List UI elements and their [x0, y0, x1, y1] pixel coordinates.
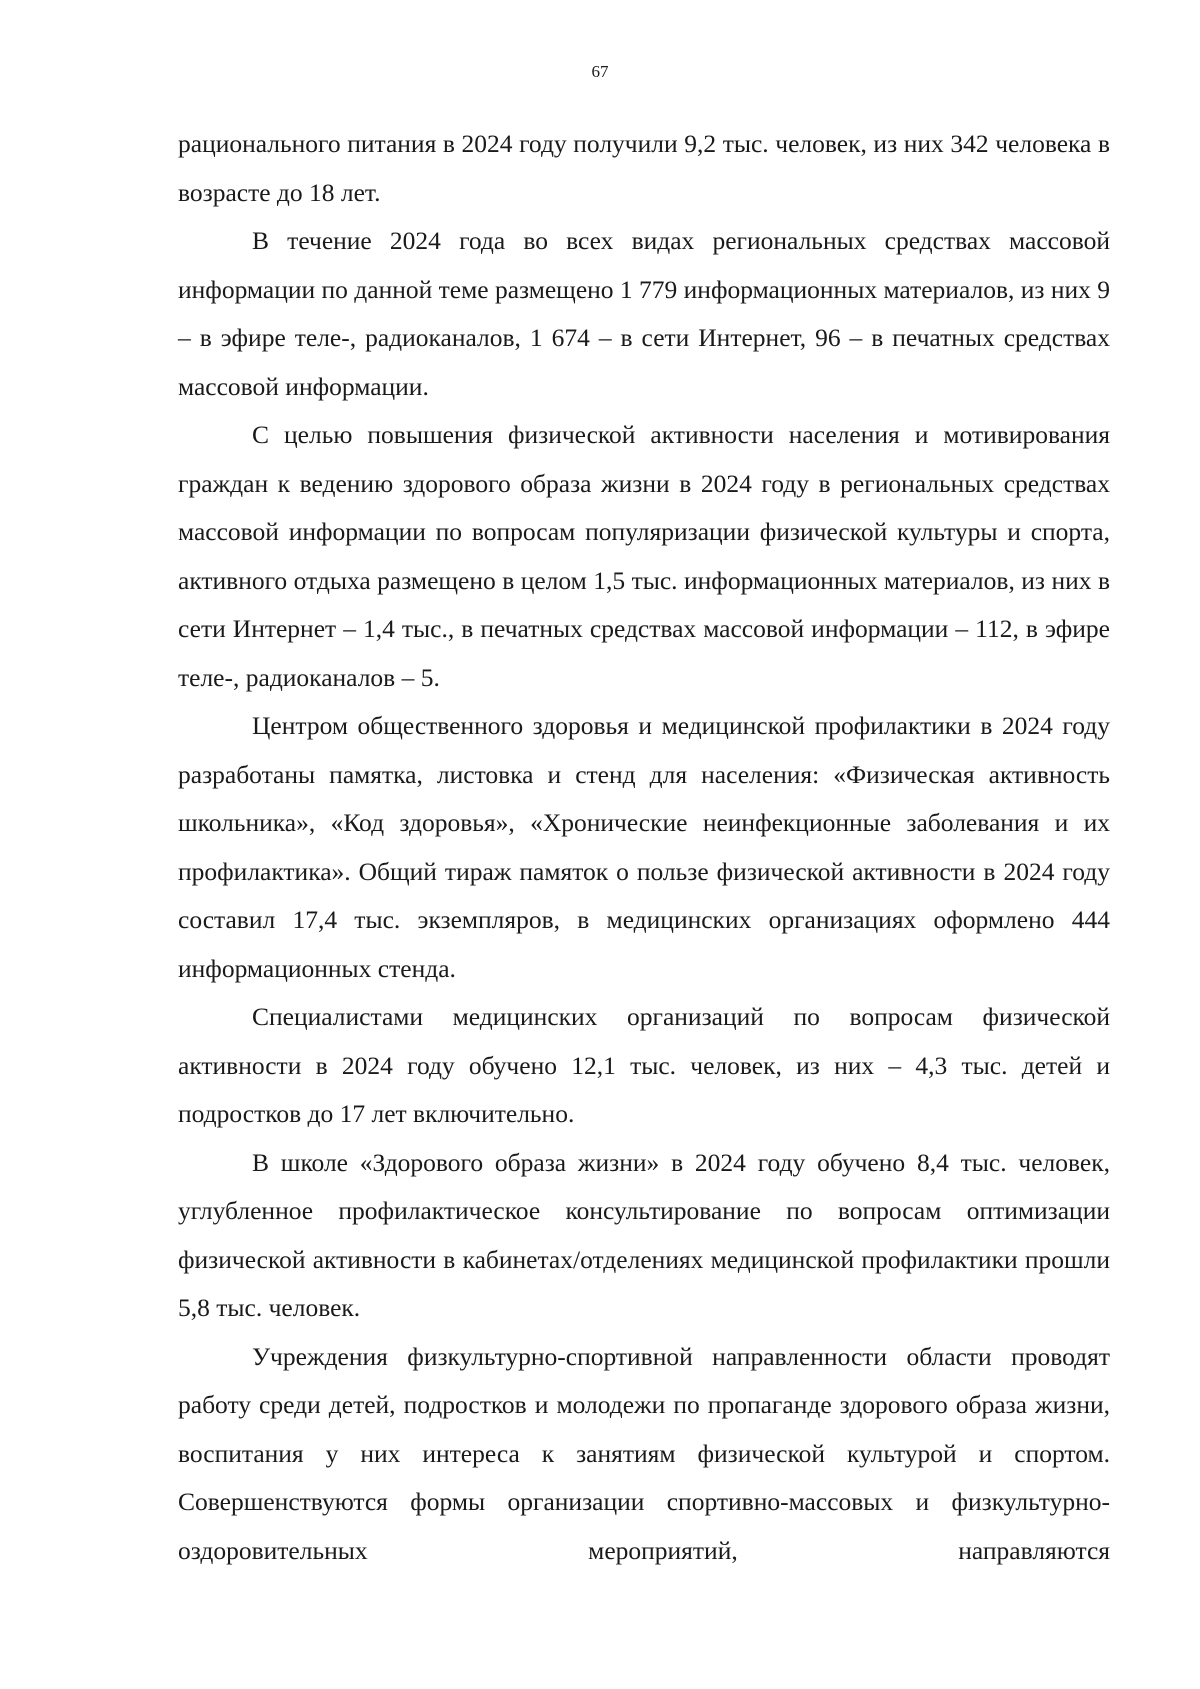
paragraph-media-materials: В течение 2024 года во всех видах региональных средствах массовой информации по данной теме размещено 1 779 информационных материалов, из них 9 – в эфире теле-, радиоканалов, 1 674 – в сети Интернет, 96 – в печатных средствах массовой информации.	[178, 226, 1111, 401]
page-number: 67	[591, 62, 609, 81]
paragraph-continuation: рационального питания в 2024 году получили 9,2 тыс. человек, из них 342 человека в возрасте до 18 лет.	[178, 129, 1110, 207]
body-text	[178, 120, 1110, 1575]
paragraph-specialists-training: Специалистами медицинских организаций по вопросам физической активности в 2024 году обучено 12,1 тыс. человек, из них – 4,3 тыс. детей и подростков до 17 лет включительно.	[178, 1002, 1110, 1128]
paragraph-health-center-materials: Центром общественного здоровья и медицинской профилактики в 2024 году разработаны памятка, листовка и стенд для населения: «Физическая активность школьника», «Код здоровья», «Хронические неинфекционные заболевания и их профилактика». Общий тираж памяток о пользе физической активности в 2024 году составил 17,4 тыс. экземпляров, в медицинских организациях оформлено 444 информационных стенда.	[178, 711, 1110, 983]
paragraph-physical-activity-media: С целью повышения физической активности населения и мотивирования граждан к ведению здорового образа жизни в 2024 году в региональных средствах массовой информации по вопросам популяризации физической культуры и спорта, активного отдыха размещено в целом 1,5 тыс. информационных материалов, из них в сети Интернет – 1,4 тыс., в печатных средствах массовой информации – 112, в эфире теле-, радиоканалов – 5.	[178, 420, 1110, 692]
paragraph-healthy-lifestyle-school: В школе «Здорового образа жизни» в 2024 году обучено 8,4 тыс. человек, углубленное профилактическое консультирование по вопросам оптимизации физической активности в кабинетах/отделениях медицинской профилактики прошли 5,8 тыс. человек.	[178, 1147, 1110, 1322]
paragraph-sports-institutions: Учреждения физкультурно-спортивной направленности области проводят работу среди детей, подростков и молодежи по пропаганде здорового образа жизни, воспитания у них интереса к занятиям физической культурой и спортом. Совершенствуются формы организации спортивно-массовых и физкультурно-оздоровительных мероприятий, направляются	[178, 1341, 1110, 1565]
